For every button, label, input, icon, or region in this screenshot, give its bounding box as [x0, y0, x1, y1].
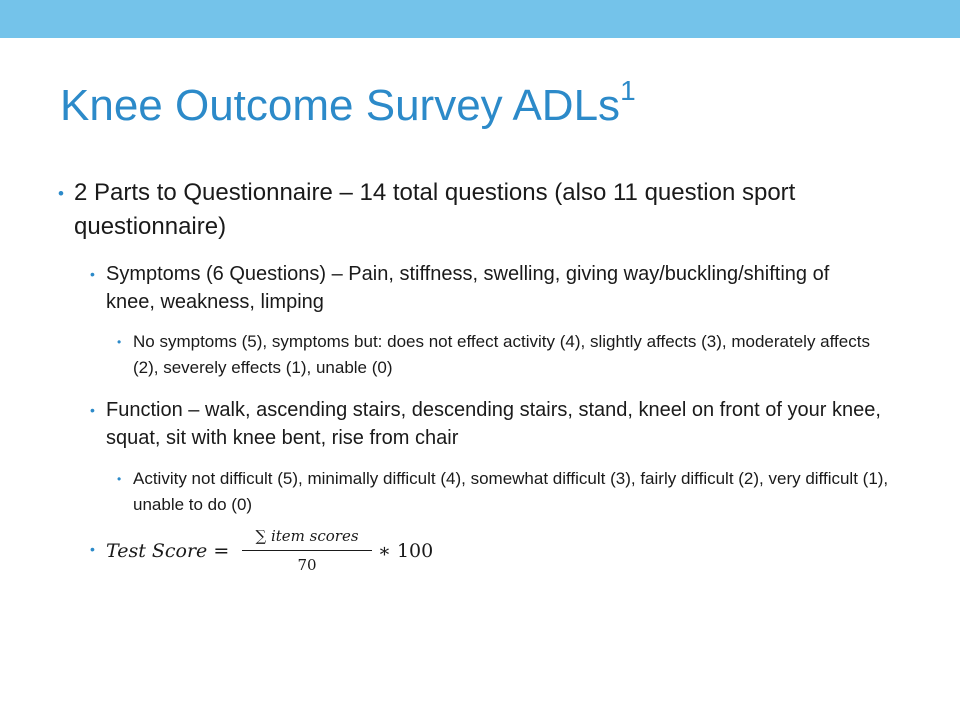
bullet-text: 2 Parts to Questionnaire – 14 total questions (also 11 question sport questionnaire) — [74, 179, 796, 240]
bullet-symptoms — [90, 260, 860, 316]
formula-lhs: Test Score = — [106, 540, 230, 562]
slide-title — [60, 75, 636, 130]
bullet-text: Symptoms (6 Questions) – Pain, stiffness, swelling, giving way/buckling/shifting of knee, weakness, limping — [106, 263, 830, 313]
bullet-test-score-formula — [90, 527, 590, 583]
bullet-function-scale — [117, 466, 917, 518]
formula-denominator: 70 — [297, 556, 317, 574]
bullet-icon: • — [90, 266, 95, 282]
bullet-icon: • — [117, 472, 122, 486]
bullet-questionnaire-parts — [58, 176, 858, 244]
formula-numerator: ∑ item scores — [255, 527, 359, 545]
bullet-text: No symptoms (5), symptoms but: does not effect activity (4), slightly affects (3), moderately affects (2), severely effects (1), unable (0) — [133, 332, 870, 377]
bullet-text: Activity not difficult (5), minimally difficult (4), somewhat difficult (3), fairly difficult (2), very difficult (1), unable to do (0) — [133, 469, 889, 514]
bullet-text: Function – walk, ascending stairs, descending stairs, stand, kneel on front of your knee, squat, sit with knee bent, rise from chair — [106, 399, 881, 449]
bullet-icon: • — [117, 335, 122, 349]
slide-title-text: Knee Outcome Survey ADLs — [60, 81, 621, 130]
bullet-icon: • — [58, 184, 64, 203]
formula-rhs: ∗ 100 — [378, 540, 434, 562]
bullet-function — [90, 396, 890, 452]
top-accent-bar — [0, 0, 960, 38]
bullet-icon: • — [90, 402, 95, 418]
bullet-symptoms-scale — [117, 329, 897, 381]
title-footnote-marker: 1 — [620, 75, 636, 107]
fraction-bar — [242, 550, 372, 551]
bullet-icon: • — [90, 541, 95, 557]
